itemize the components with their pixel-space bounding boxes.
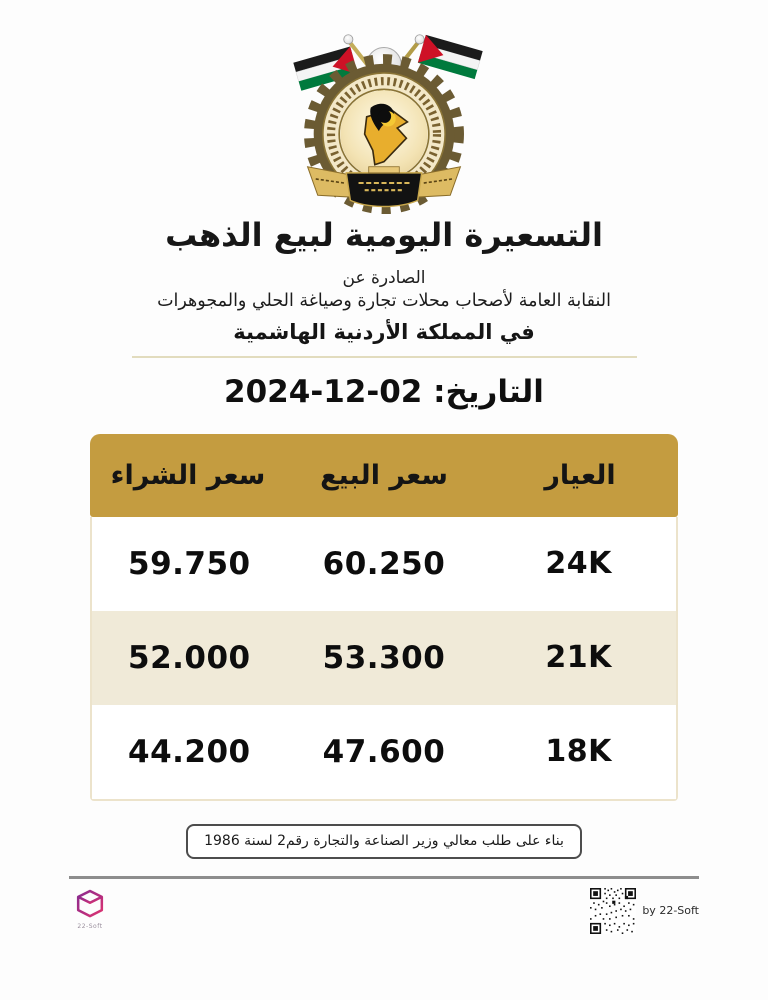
- karat-value: 24K: [545, 546, 612, 582]
- qr-code-icon: [590, 888, 636, 934]
- date-line: التاريخ: 02-12-2024: [224, 373, 544, 410]
- cube-logo-caption: 22-Soft: [77, 922, 103, 930]
- col-header-buy: سعر الشراء: [110, 459, 266, 491]
- syndicate-emblem: [277, 20, 491, 214]
- divider: [132, 356, 637, 358]
- syndicate-emblem-icon: [277, 20, 491, 214]
- jordan-flag-right-icon: [418, 35, 483, 79]
- page-title: التسعيرة اليومية لبيع الذهب: [165, 215, 603, 254]
- developer-logo: [75, 888, 105, 930]
- col-header-karat: العيار: [544, 459, 616, 491]
- buy-price: 59.750: [128, 545, 251, 582]
- karat-value: 18K: [545, 734, 612, 770]
- sell-price: 47.600: [322, 733, 446, 770]
- table-row: [92, 517, 676, 611]
- footer-rule: [69, 876, 699, 879]
- credit-group: [590, 888, 699, 934]
- cube-logo-icon: [75, 888, 105, 922]
- issuer-name: النقابة العامة لأصحاب محلات تجارة وصياغة الحلي والمجوهرات: [157, 290, 611, 311]
- footer: [69, 888, 699, 934]
- sell-price: 60.250: [322, 545, 446, 582]
- table-row: [92, 611, 676, 705]
- col-header-sell: سعر البيع: [320, 459, 448, 491]
- issued-by-label: الصادرة عن: [342, 267, 426, 288]
- banner-ribbon-icon: [308, 167, 461, 207]
- credit-text: by 22-Soft: [642, 904, 699, 918]
- buy-price: 52.000: [128, 639, 251, 676]
- country-line: في المملكة الأردنية الهاشمية: [233, 319, 535, 344]
- karat-value: 21K: [545, 640, 612, 676]
- table-header-row: [90, 434, 678, 517]
- price-table: [90, 434, 678, 801]
- table-row: [92, 705, 676, 799]
- buy-price: 44.200: [128, 733, 251, 770]
- table-body: [90, 517, 678, 801]
- sell-price: 53.300: [322, 639, 446, 676]
- legal-note: بناء على طلب معالي وزير الصناعة والتجارة رقم2 لسنة 1986: [186, 824, 582, 859]
